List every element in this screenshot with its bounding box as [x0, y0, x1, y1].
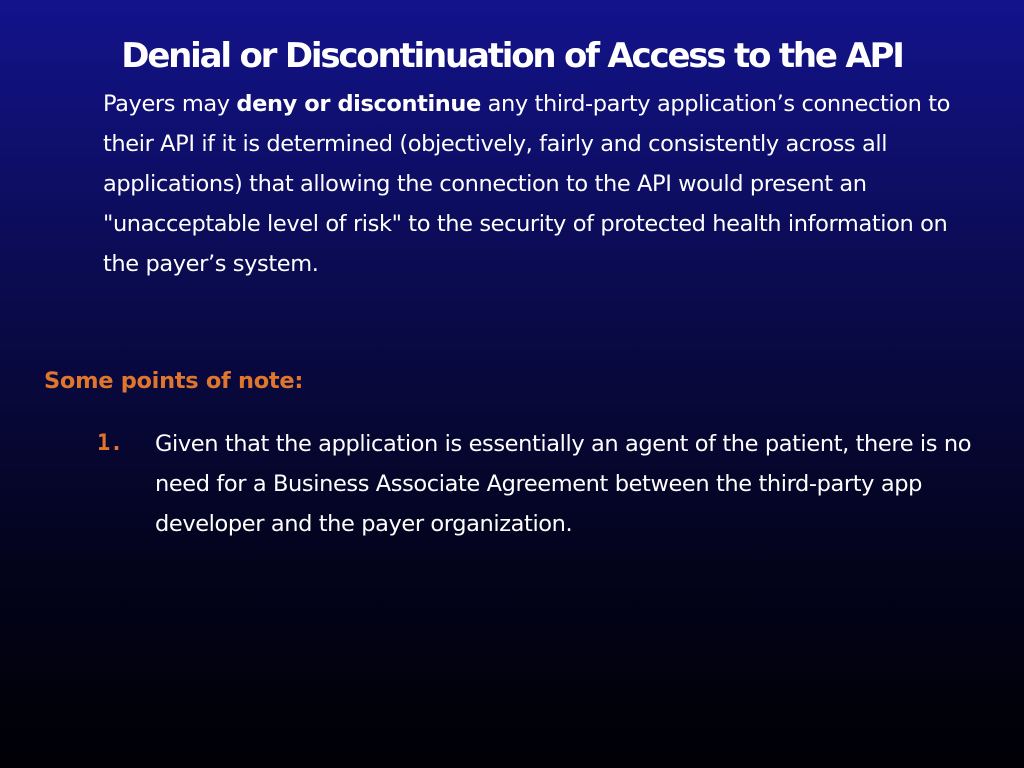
intro-paragraph: [103, 84, 983, 284]
list-item-text: Given that the application is essentially an agent of the patient, there is no need for a Business Associate Agreement between the third-party app developer and the payer organization.: [155, 431, 972, 537]
intro-lead-text: Payers may: [103, 91, 237, 117]
notes-heading: Some points of note:: [44, 368, 304, 394]
notes-list: [97, 424, 997, 544]
list-item-number: 1.: [97, 431, 123, 456]
intro-emphasis-text: deny or discontinue: [236, 91, 481, 117]
intro-rest-text: any third-party application’s connection to their API if it is determined (objectively, fairly and consistently across all applications) that allowing the connection to the API would present an "unacceptable level of risk" to the security of protected health information on the payer’s system.: [103, 91, 950, 277]
slide-title: Denial or Discontinuation of Access to the API: [121, 35, 903, 76]
list-item: [97, 424, 997, 544]
